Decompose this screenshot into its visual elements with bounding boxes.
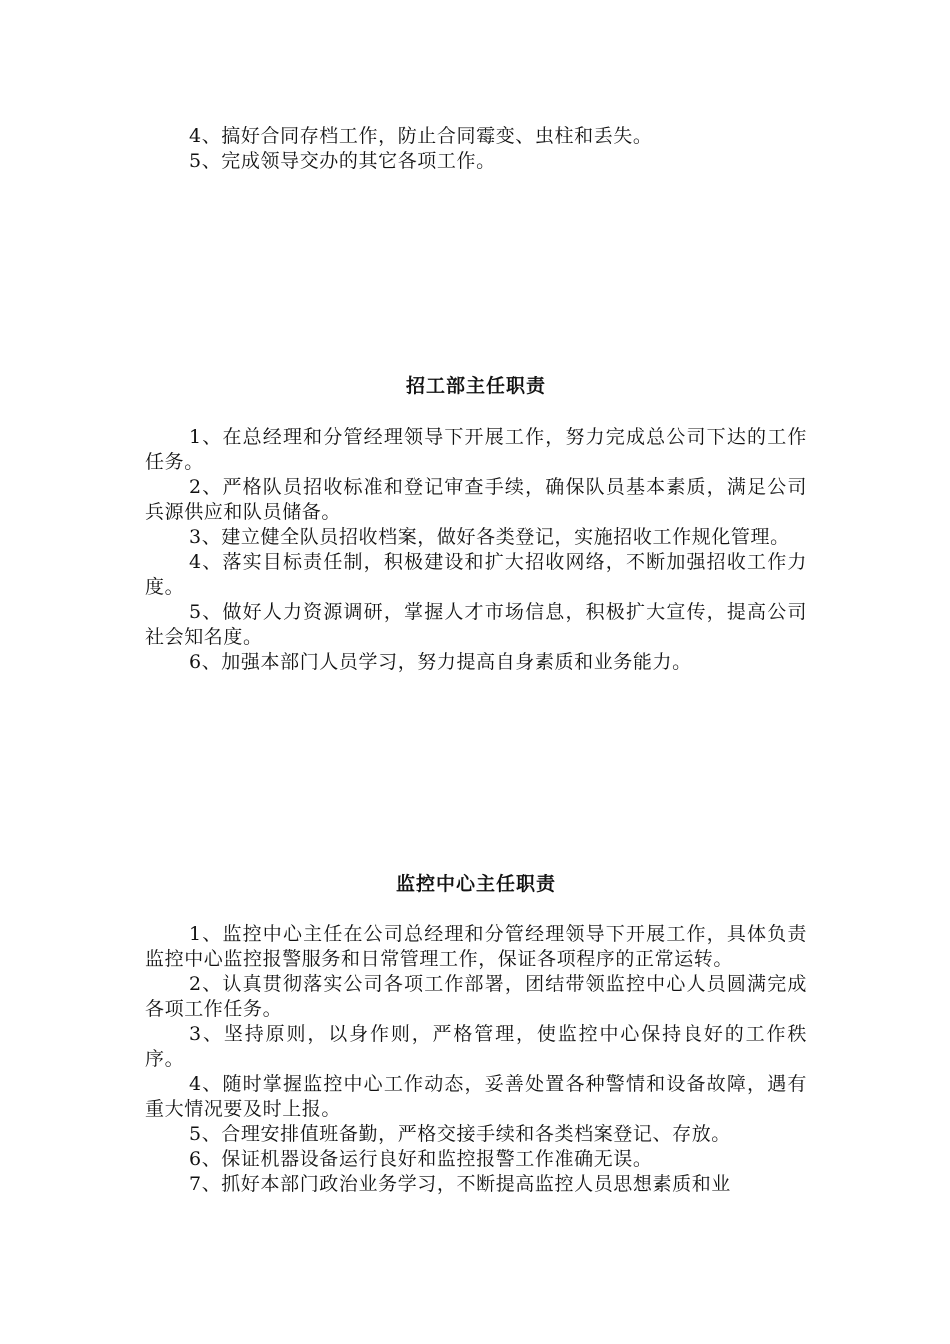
duty-item: 5、完成领导交办的其它各项工作。	[189, 150, 496, 172]
section-title-monitoring-director: 监控中心主任职责	[395, 873, 556, 895]
duty-item: 4、落实目标责任制，积极建设和扩大招收网络，不断加强招收工作力度。	[145, 551, 807, 598]
duty-item: 1、在总经理和分管经理领导下开展工作，努力完成总公司下达的工作任务。	[145, 426, 807, 473]
duty-item: 5、做好人力资源调研，掌握人才市场信息，积极扩大宣传，提高公司社会知名度。	[145, 601, 807, 648]
duty-item: 6、加强本部门人员学习，努力提高自身素质和业务能力。	[189, 651, 692, 673]
duty-item: 3、坚持原则，以身作则，严格管理，使监控中心保持良好的工作秩序。	[145, 1023, 807, 1070]
duty-item: 4、搞好合同存档工作，防止合同霉变、虫柱和丢失。	[189, 125, 653, 147]
duty-item: 6、保证机器设备运行良好和监控报警工作准确无误。	[189, 1148, 653, 1170]
duty-item: 7、抓好本部门政治业务学习，不断提高监控人员思想素质和业	[189, 1173, 731, 1195]
continued-duties-list	[145, 124, 807, 174]
monitoring-duties-list	[145, 922, 807, 1197]
section-title-recruitment-director: 招工部主任职责	[405, 375, 546, 397]
duty-item: 5、合理安排值班备勤，严格交接手续和各类档案登记、存放。	[189, 1123, 731, 1145]
duty-item: 3、建立健全队员招收档案，做好各类登记，实施招收工作规化管理。	[189, 526, 790, 548]
duty-item: 1、监控中心主任在公司总经理和分管经理领导下开展工作，具体负责监控中心监控报警服务和日常管理工作，保证各项程序的正常运转。	[145, 923, 807, 970]
duty-item: 4、随时掌握监控中心工作动态，妥善处置各种警情和设备故障，遇有重大情况要及时上报。	[145, 1073, 807, 1120]
recruitment-duties-list	[145, 425, 807, 675]
duty-item: 2、严格队员招收标准和登记审查手续，确保队员基本素质，满足公司兵源供应和队员储备。	[145, 476, 807, 523]
duty-item: 2、认真贯彻落实公司各项工作部署，团结带领监控中心人员圆满完成各项工作任务。	[145, 973, 807, 1020]
